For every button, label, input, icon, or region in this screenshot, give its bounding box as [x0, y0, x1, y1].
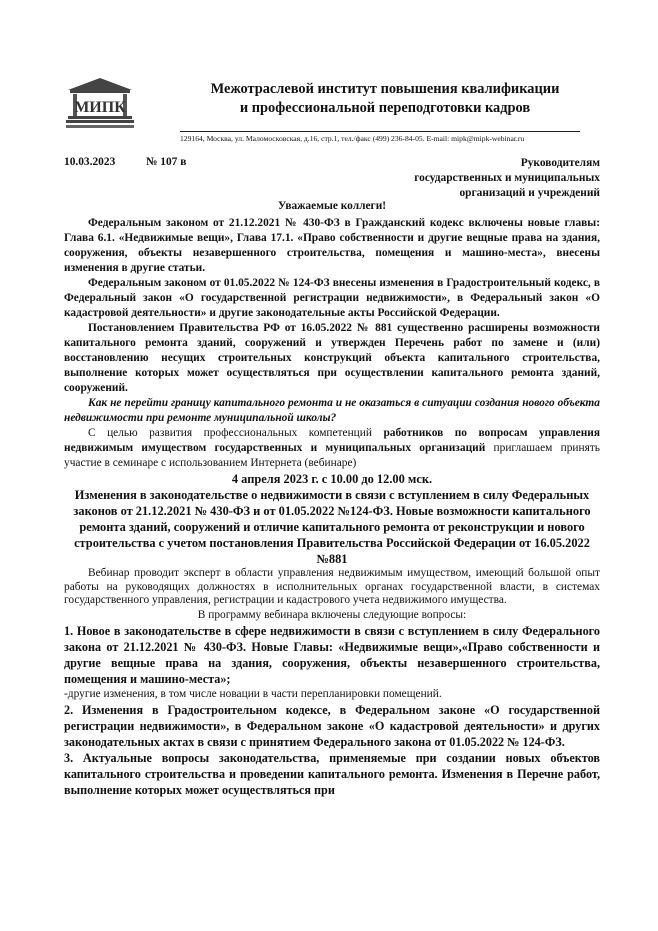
institute-logo: [64, 76, 136, 134]
event-title: Изменения в законодательстве о недвижимости в связи с вступлением в силу Федеральных законов от 21.12.2021 № 430-ФЗ и от 01.05.2022 №124-ФЗ. Новые возможности капитального ремонта зданий, сооружений и отличие капитального ремонта от реконструкции и нового строительства с учетом постановления Правительства Российской Федерации от 16.05.2022 №881: [73, 488, 591, 566]
program-intro: В программу вебинара включены следующие вопросы:: [197, 608, 467, 621]
event-date: 4 апреля 2023 г. с 10.00 до 12.00 мск.: [231, 472, 433, 486]
institute-name-line2: и профессиональной переподготовки кадров: [239, 100, 531, 116]
salutation: Уважаемые коллеги!: [277, 200, 387, 212]
letter-number: № 107 в: [146, 156, 187, 168]
program-item-3: 3. Актуальные вопросы законодательства, применяемые при создании новых объектов капитального строительства и проведении капитального ремонта. Изменения в Перечне работ, выполнение которых может осуществляться при: [64, 750, 600, 797]
paragraph-invitation: [64, 426, 600, 471]
paragraph-decree-881: Постановлением Правительства РФ от 16.05.2022 № 881 существенно расширены возможности капитального ремонта зданий, сооружений и утвержден Перечень работ по замене и (или) восстановлению несущих строительных конструкций объекта капитального строительства, выполнение которых может осуществляться при осуществлении капитального ремонта зданий, сооружений.: [64, 322, 600, 394]
letter-date: 10.03.2023: [64, 156, 116, 168]
addressee-line: Руководителям: [520, 157, 600, 169]
institute-name-line1: Межотраслевой институт повышения квалификации: [210, 81, 560, 97]
program-item-1-note: -другие изменения, в том числе новации в части перепланировки помещений.: [64, 687, 442, 700]
addressee-line: государственных и муниципальных: [414, 172, 600, 184]
paragraph-expert: Вебинар проводит эксперт в области управления недвижимым имуществом, имеющий большой опыт работы на руководящих должностях в исполнительных органах государственной власти, в системах государственного управления, регистрации и кадастрового учета недвижимого имущества.: [64, 567, 600, 607]
invitation-audience: работников по вопросам управления недвижимым имуществом государственных и муниципальных организаций: [64, 427, 600, 454]
letterhead-divider: [180, 131, 580, 132]
institute-address: 129164, Москва, ул. Маломосковская, д.16, стр.1, тел./факс (499) 236-84-05. E-mail: mipk@mipk-webinar.ru: [180, 134, 525, 143]
svg-text:МИПК: МИПК: [74, 99, 126, 116]
addressee-line: организаций и учреждений: [459, 187, 600, 199]
paragraph-law-430: Федеральным законом от 21.12.2021 № 430-ФЗ в Гражданский кодекс включены новые главы: Глава 6.1. «Недвижимые вещи», Глава 17.1. «Право собственности и другие вещные права на здания, сооружения, объекты незавершенного строительства, помещения и машино-места», внесены изменения в другие статьи.: [64, 217, 600, 274]
letter-body: [64, 216, 600, 798]
program-item-1: 1. Новое в законодательстве в сфере недвижимости в связи с вступлением в силу Федерального закона от 21.12.2021 № 430-ФЗ. Новые Главы: «Недвижимые вещи»,«Право собственности и другие вещные права на здания, сооружения, объекты незавершенного строительства, помещения и машино-места»;: [64, 623, 600, 686]
invitation-text-end: приглашаем принять участие в семинаре с использованием Интернета (вебинаре): [64, 442, 601, 469]
program-item-2: 2. Изменения в Градостроительном кодексе, в Федеральном законе «О государственной регистрации недвижимости», в Федеральном законе «О кадастровой деятельности» и других законодательных актах в связи с принятием Федерального закона от 01.05.2022 № 124-ФЗ.: [64, 702, 600, 749]
paragraph-law-124: Федеральным законом от 01.05.2022 № 124-ФЗ внесены изменения в Градостроительный кодекс, в Федеральный закон «О государственной регистрации недвижимости», в Федеральный закон «О кадастровой деятельности» и другие законодательные акты Российской Федерации.: [64, 277, 600, 319]
paragraph-question: Как не перейти границу капитального ремонта и не оказаться в ситуации создания нового объекта недвижимости при ремонте муниципальной школы?: [64, 397, 600, 424]
invitation-text-start: С целью развития профессиональных компетенций: [88, 427, 384, 439]
addressee-block: [360, 156, 600, 201]
institute-name: [150, 80, 620, 118]
